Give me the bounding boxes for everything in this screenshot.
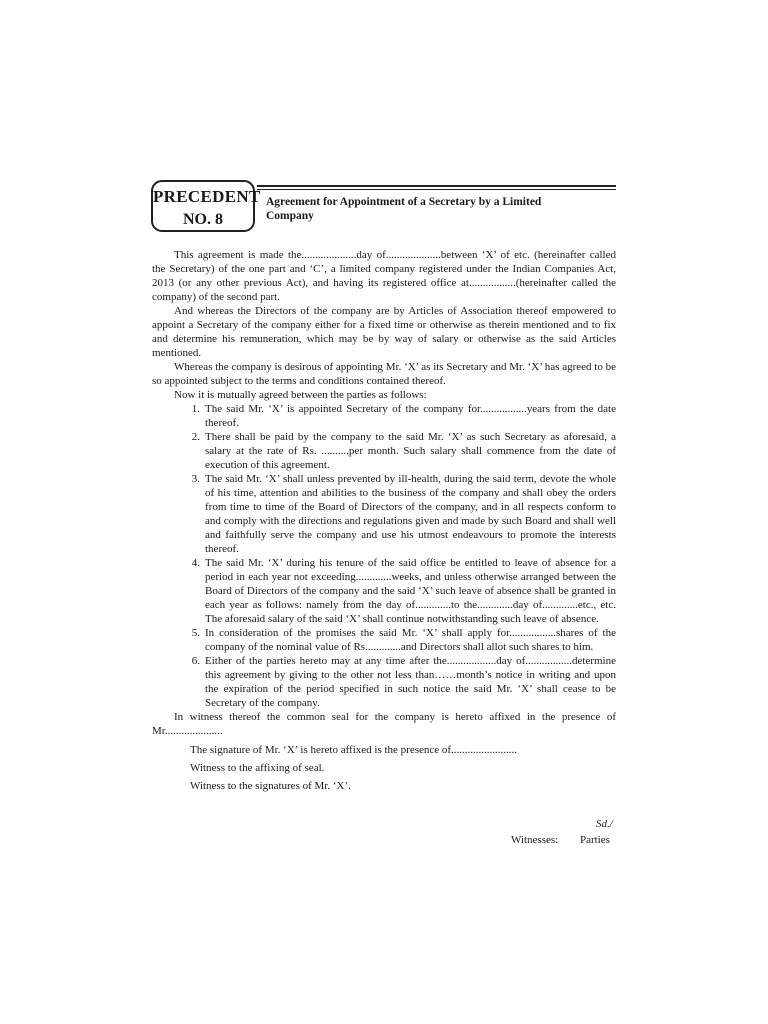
document-title: Agreement for Appointment of a Secretary by a Limited Company [266,196,542,222]
signed-mark: Sd./ [596,818,613,830]
header-rule-thick [257,185,616,187]
header-rule-thin [257,189,616,190]
mutual-agreement-paragraph: Now it is mutually agreed between the parties as follows: [174,389,427,401]
term-number: 1. [191,403,200,415]
term-number: 5. [191,627,200,639]
agreement-body [152,248,616,795]
term-text: The said Mr. ‘X’ during his tenure of the said office be entitled to leave of absence for a period in each year not exceeding.............weeks, and unless otherwise arranged between the Board of Directors of the company and the said ‘X’ such leave of absence shall be granted in each year as follows: namely from the day of.............to the.............day of.............etc., etc. The aforesaid salary of the said ‘X’ shall continue notwithstanding such leave of absence. [205,557,616,625]
witnesses-label: Witnesses: [511,834,559,846]
term-text: There shall be paid by the company to the said Mr. ‘X’ as such Secretary as aforesaid, a salary at the rate of Rs. ..........per month. Such salary shall commence from the date of execution of this agreement. [205,431,616,471]
term-text: In consideration of the promises the said Mr. ‘X’ shall apply for.................shares of the company of the nominal value of Rs.............and Directors shall allot such shares to him. [205,627,616,653]
signature-line: The signature of Mr. ‘X’ is hereto affixed is the presence of........................ [190,744,518,756]
witness-paragraph: In witness thereof the common seal for the company is hereto affixed in the presence of Mr..................... [152,711,616,737]
term-number: 6. [191,655,200,667]
list-item [152,472,616,556]
whereas-company-paragraph: Whereas the company is desirous of appointing Mr. ‘X’ as its Secretary and Mr. ‘X’ has agreed to be so appointed subject to the terms and conditions contained thereof. [152,361,616,387]
term-number: 3. [191,473,200,485]
signature-block [152,742,616,795]
whereas-directors-paragraph: And whereas the Directors of the company are by Articles of Association thereof empowered to appoint a Secretary of the company either for a fixed time or otherwise as therein mentioned and to fix and determine his remuneration, which may be by way of salary or otherwise as the said Articles mentioned. [152,305,616,359]
term-number: 4. [191,557,200,569]
precedent-number: NO. 8 [183,211,223,228]
opening-paragraph: This agreement is made the....................day of....................between ‘X’ of etc. (hereinafter called the Secretary) of the one part and ‘C’, a limited company registered under the Indian Companies Act, 2013 (or any other previous Act), and having its registered office at.................(hereinafter called the company) of the second part. [152,249,616,303]
parties-label: Parties [580,834,610,846]
term-text: The said Mr. ‘X’ is appointed Secretary of the company for.................years from the date thereof. [205,403,616,429]
list-item [152,556,616,626]
list-item [152,654,616,710]
list-item [152,626,616,654]
terms-list [152,402,616,710]
signature-witness-line: Witness to the signatures of Mr. ‘X’. [190,780,351,792]
list-item [152,402,616,430]
precedent-badge [151,180,261,232]
term-number: 2. [191,431,200,443]
term-text: Either of the parties hereto may at any time after the..................day of.................determine this agreement by giving to the other not less than……month’s notice in writing and upon the expiration of the period specified in such notice the said Mr. ‘X’ shall cease to be Secretary of the company. [205,655,616,709]
term-text: The said Mr. ‘X’ shall unless prevented by ill-health, during the said term, devote the whole of his time, attention and abilities to the business of the company and shall obey the orders from time to time of the Board of Directors of the company, and in all respects conform to and comply with the directions and regulations given and made by such Board and shall well and faithfully serve the company and use his utmost endeavours to promote the interests thereof. [205,473,616,555]
precedent-label: PRECEDENT [153,187,261,206]
list-item [152,430,616,472]
seal-witness-line: Witness to the affixing of seal. [190,762,325,774]
